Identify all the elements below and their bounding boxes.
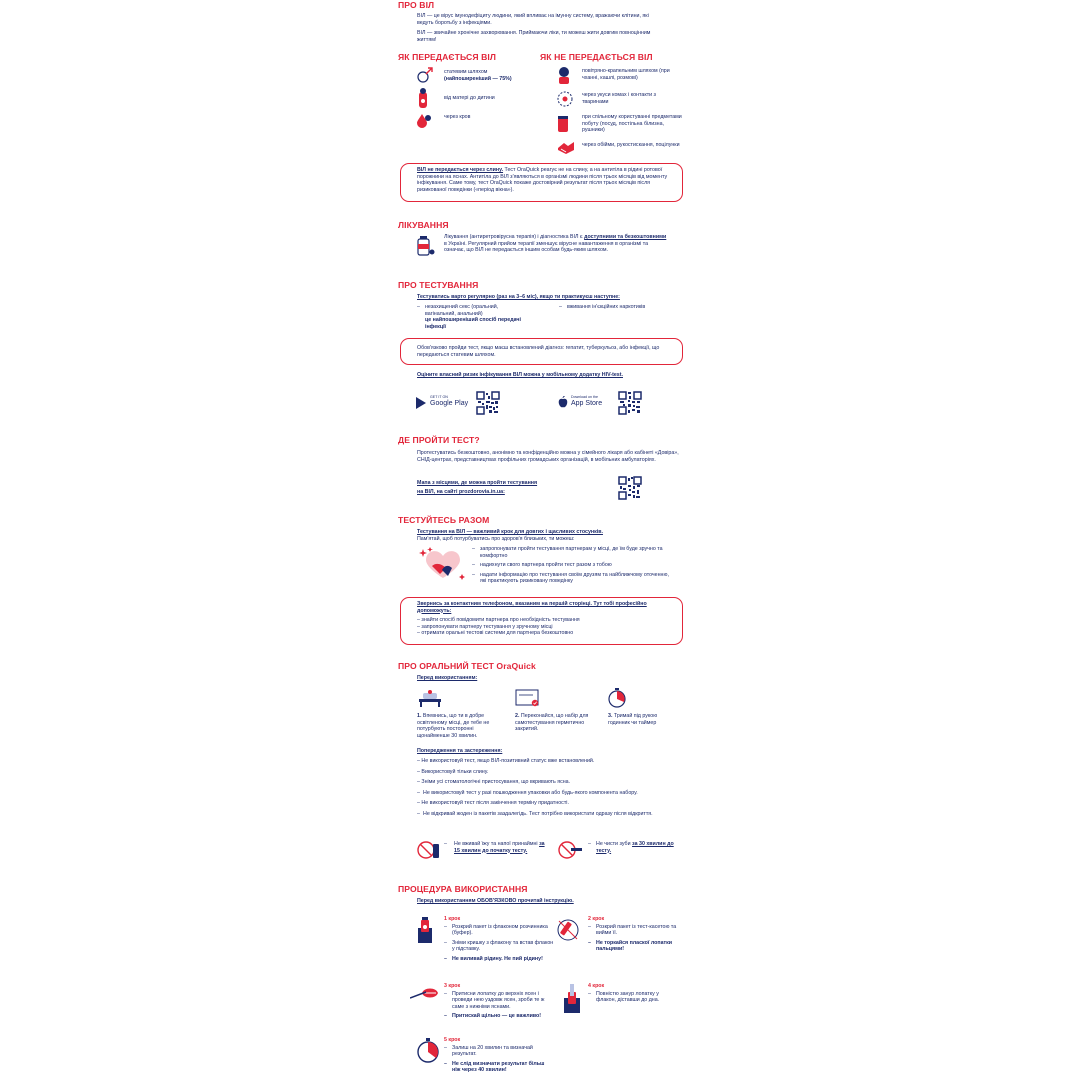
together-sub: Пам'ятай, щоб потурбуватись про здоров'я близьких, ти можеш: — [417, 536, 575, 542]
mouth-swab-icon — [410, 984, 440, 1002]
timer-20-icon — [416, 1038, 440, 1064]
lamp-table-icon — [417, 689, 443, 707]
not-transmits-item-4: через обійми, рукостискання, поцілунки — [582, 142, 680, 148]
app-link[interactable]: Оціните власний ризик інфікування ВІЛ можна у мобільному додатку HIV-test. — [417, 372, 623, 378]
handshake-icon — [556, 140, 576, 156]
testing-left: – незахищений секс (оральний, вагінальний, анальний) це найпоширеніший спосіб передачі інфекції — [417, 304, 521, 330]
transmits-item-3: через кров — [444, 114, 471, 120]
leaflet — [396, 0, 686, 1080]
about-p1: ВІЛ — це вірус імунодефіциту людини, який впливає на імунну систему, вражаючи клітини, які ведуть боротьбу з інфекціями. — [417, 13, 649, 26]
procedure-lead: Перед використанням ОБОВ'ЯЗКОВО прочитай інструкцію. — [417, 898, 574, 904]
no-food-icon — [416, 840, 442, 860]
warnings-list: – Не використовуй тест, якщо ВІЛ-позитивний статус вже встановлений. – Використовуй тільки слину. – Зніми усі стоматологічні пристосування, що вкривають ясна. – Не використовуй тест у разі пошкодження упаковки або будь-якого компонента набору. – Не використовуй тест після закінчення терміну придатності. – Не відкривай жоден із пакетів заздалегідь. Тест потрібно використати одразу після відкриття. — [417, 758, 677, 817]
not-transmits-item-3: при спільному користуванні предметами побуту (посуд, постільна білизна, рушники) — [582, 114, 682, 133]
call-list: – знайти спосіб повідомити партнера про необхідність тестування – запропонувати партнеру тестування у зручному місці – отримати оральні тестові системи для партнера безкоштовно — [417, 617, 667, 637]
map-link-1[interactable]: Мапа з місцями, де можна пройти тестування — [417, 480, 538, 486]
buffer-vial-icon — [416, 916, 434, 944]
qr-google-play[interactable] — [476, 391, 500, 415]
sex-icon — [416, 66, 434, 84]
apple-icon — [558, 396, 568, 408]
treatment-title: ЛІКУВАННЯ — [398, 220, 449, 230]
timer-icon — [607, 688, 627, 708]
sealed-kit-icon — [515, 689, 541, 707]
about-title: ПРО ВІЛ — [398, 0, 435, 10]
testing-note: Обов'язково пройди тест, якщо маєш встановлений діагноз: гепатит, туберкульоз, або інфекції, що передаються статевим шляхом. — [417, 345, 660, 358]
before-use-title: Перед використанням: — [417, 675, 478, 681]
treatment-text: Лікування (антиретровірусна терапія) і діагностика ВІЛ є доступними та безкоштовними в Україні. Регулярний прийом терапії зменшує вірусне навантаження в організмі та означає, що ВІЛ не передається іншим особам будь-яким шляхом. — [444, 234, 667, 253]
google-play-icon — [416, 397, 426, 409]
google-play-badge[interactable]: GET IT ON Google Play — [416, 396, 470, 410]
together-list: – запропонувати пройти тестування партнерам у місці, де їм буде зручно та комфортно – надихнути свого партнера пройти тест разом з тобою – надати інформацію про тестування своїм друзям та найближчому оточенню, які практикують ризиковану поведінку — [472, 546, 669, 584]
before-step-1: 1. Впевнись, що ти в добре освітленому місці, де тебе не потурбують посторонні щонайменше 30 хвилин. — [417, 713, 490, 739]
qr-map[interactable] — [618, 476, 642, 500]
not-transmits-title: ЯК НЕ ПЕРЕДАЄТЬСЯ ВІЛ — [540, 52, 653, 62]
warnings-title: Попередження та застереження: — [417, 748, 503, 754]
mother-child-icon — [416, 88, 430, 110]
together-title: ТЕСТУЙТЕСЬ РАЗОМ — [398, 515, 490, 525]
where-title: ДЕ ПРОЙТИ ТЕСТ? — [398, 435, 480, 445]
test-cassette-icon — [556, 918, 580, 942]
where-text: Протестуватись безкоштовно, анонімно та конфіденційно можна у сімейного лікаря або кабінеті «Довіра», СНІД-центрах, представництвах профільних громадських організацій, в мобільних амбулаторіях. — [417, 450, 679, 463]
app-store-badge[interactable]: Download on the App Store — [558, 396, 612, 410]
call-lead: Звернись за контактним телефоном, вказаним на першій сторінці. Тут тобі професійно допоможуть: — [417, 601, 647, 614]
oraquick-title: ПРО ОРАЛЬНИЙ ТЕСТ OraQuick — [398, 661, 536, 671]
together-lead: Тестування на ВІЛ — важливий крок для довгих і щасливих стосунків. — [417, 529, 603, 535]
procedure-title: ПРОЦЕДУРА ВИКОРИСТАННЯ — [398, 884, 528, 894]
about-p2: ВІЛ — звичайне хронічне захворювання. Приймаючи ліки, ти можеш жити довгим повноцінним життям! — [417, 30, 651, 43]
testing-title: ПРО ТЕСТУВАННЯ — [398, 280, 479, 290]
testing-lead: Тестуватись варто регулярно (раз на 3–6 міс), якщо ти практикуєш наступне: — [417, 294, 620, 300]
no-food-note: – Не вживай їжу та напої принаймні за 15 хвилин до початку тесту. — [444, 841, 545, 854]
no-toothbrush-note: – Не чисти зуби за 30 хвилин до тесту. — [588, 841, 674, 854]
qr-app-store[interactable] — [618, 391, 642, 415]
before-step-2: 2. Переконайся, що набір для самотестування герметично закритий. — [515, 713, 589, 732]
step-5: 5 крок – Залиш на 20 хвилин та визначай результат. – Не слід визначати результат більш ніж через 40 хвилин! — [444, 1037, 545, 1073]
pills-icon — [417, 235, 435, 257]
before-step-3: 3. Тримай під рукою годинник чи таймер — [608, 713, 658, 726]
vial-dip-icon — [562, 984, 582, 1014]
map-link-2[interactable]: на ВІЛ, на сайті prozdorovia.in.ua: — [417, 489, 505, 495]
transmits-item-1: статевим шляхом (найпоширеніший — 75%) — [444, 69, 512, 82]
towel-icon — [556, 114, 570, 134]
step-2: 2 крок – Розкрий пакет із тест-касетою та вийми її. – Не торкайся пласкої лопатки пальцями! — [588, 916, 677, 952]
no-toothbrush-icon — [557, 840, 583, 860]
hands-heart-icon — [418, 546, 468, 584]
step-1: 1 крок – Розкрий пакет із флаконом розчинника (буфер). – Зніми кришку з флакону та встав флакон у підставку. – Не виливай рідину. Не пий рідину! — [444, 916, 554, 962]
not-transmits-item-2: через укуси комах і контакти з тваринами — [582, 92, 656, 105]
saliva-note: ВІЛ не передається через слину. Тест OraQuick реагує не на слину, а на антитіла в рідині ротової порожнини на яснах. Антитіла до ВІЛ з'являються в організмі людини після трьох місяців від моменту інфікування. Саме тому, тест OraQuick покаже достовірний результат після трьох місяців після ризикованої поведінки («період вікна»). — [417, 167, 668, 193]
transmits-item-2: від матері до дитини — [444, 95, 495, 101]
step-3: 3 крок – Притисни лопатку до верхніх ясен і проведи нею уздовж ясен, зроби те ж саме з нижніми яснами. – Притискай щільно — це важливо! — [444, 983, 545, 1019]
testing-right: – вживання ін'єкційних наркотиків — [559, 304, 646, 310]
cough-icon — [556, 66, 572, 84]
step-4: 4 крок – Повністю занур лопатку у флакон, діставши до дна. — [588, 983, 660, 1003]
transmits-title: ЯК ПЕРЕДАЄТЬСЯ ВІЛ — [398, 52, 497, 62]
not-transmits-item-1: повітряно-крапельним шляхом (при чханні, кашлі, розмові) — [582, 68, 670, 81]
mosquito-icon — [556, 90, 574, 108]
blood-drop-icon — [416, 112, 432, 128]
